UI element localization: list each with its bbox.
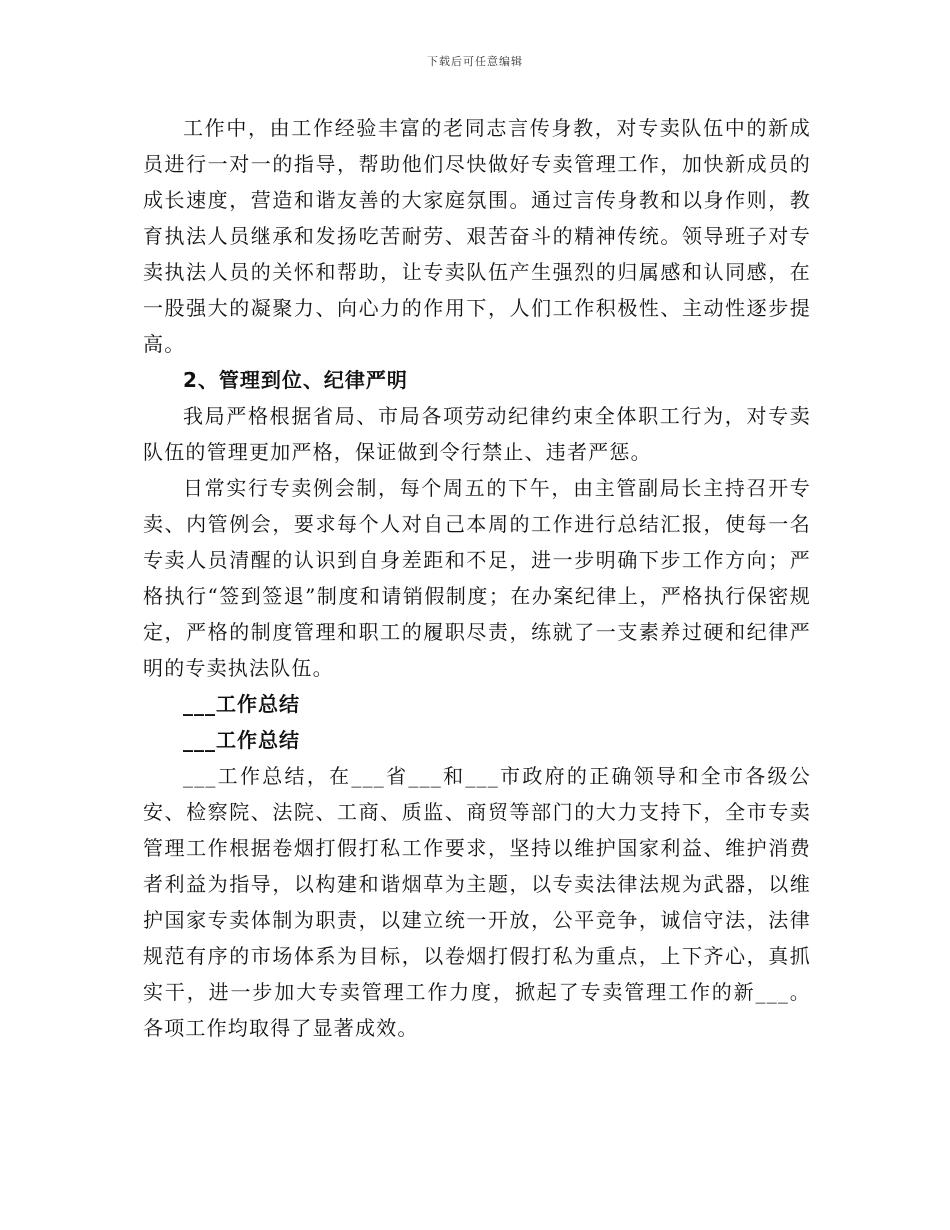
page-header: 下载后可任意编辑 (427, 55, 523, 68)
paragraph-weekly-meeting: 日常实行专卖例会制，每个周五的下午，由主管副局长主持召开专卖、内管例会，要求每个人对自己本周的工作进行总结汇报，使每一名专卖人员清醒的认识到自身差距和不足，进一步明确下步工作方向；严格执行“签到签退”制度和请销假制度；在办案纪律上，严格执行保密规定，严格的制度管理和职工的履职尽责，练就了一支素养过硬和纪律严明的专卖执法队伍。 (143, 476, 811, 680)
section-heading-discipline: 2、管理到位、纪律严明 (183, 368, 408, 392)
document-body (143, 110, 811, 1046)
paragraph-discipline-rules: 我局严格根据省局、市局各项劳动纪律约束全体职工行为，对专卖队伍的管理更加严格，保证做到令行禁止、违者严惩。 (143, 404, 811, 464)
paragraph-mentoring: 工作中，由工作经验丰富的老同志言传身教，对专卖队伍中的新成员进行一对一的指导，帮助他们尽快做好专卖管理工作，加快新成员的成长速度，营造和谐友善的大家庭氛围。通过言传身教和以身作则，教育执法人员继承和发扬吃苦耐劳、艰苦奋斗的精神传统。领导班子对专卖执法人员的关怀和帮助，让专卖队伍产生强烈的归属感和认同感，在一股强大的凝聚力、向心力的作用下，人们工作积极性、主动性逐步提高。 (143, 116, 811, 356)
subtitle-work-summary: ___工作总结 (183, 728, 300, 752)
paragraph-summary-intro: ___工作总结，在___省___和___市政府的正确领导和全市各级公安、检察院、法院、工商、质监、商贸等部门的大力支持下，全市专卖管理工作根据卷烟打假打私工作要求，坚持以维护国家利益、维护消费者利益为指导，以构建和谐烟草为主题，以专卖法律法规为武器，以维护国家专卖体制为职责，以建立统一开放，公平竞争，诚信守法，法律规范有序的市场体系为目标，以卷烟打假打私为重点，上下齐心，真抓实干，进一步加大专卖管理工作力度，掀起了专卖管理工作的新___。各项工作均取得了显著成效。 (143, 764, 811, 1040)
title-work-summary: ___工作总结 (183, 692, 300, 716)
